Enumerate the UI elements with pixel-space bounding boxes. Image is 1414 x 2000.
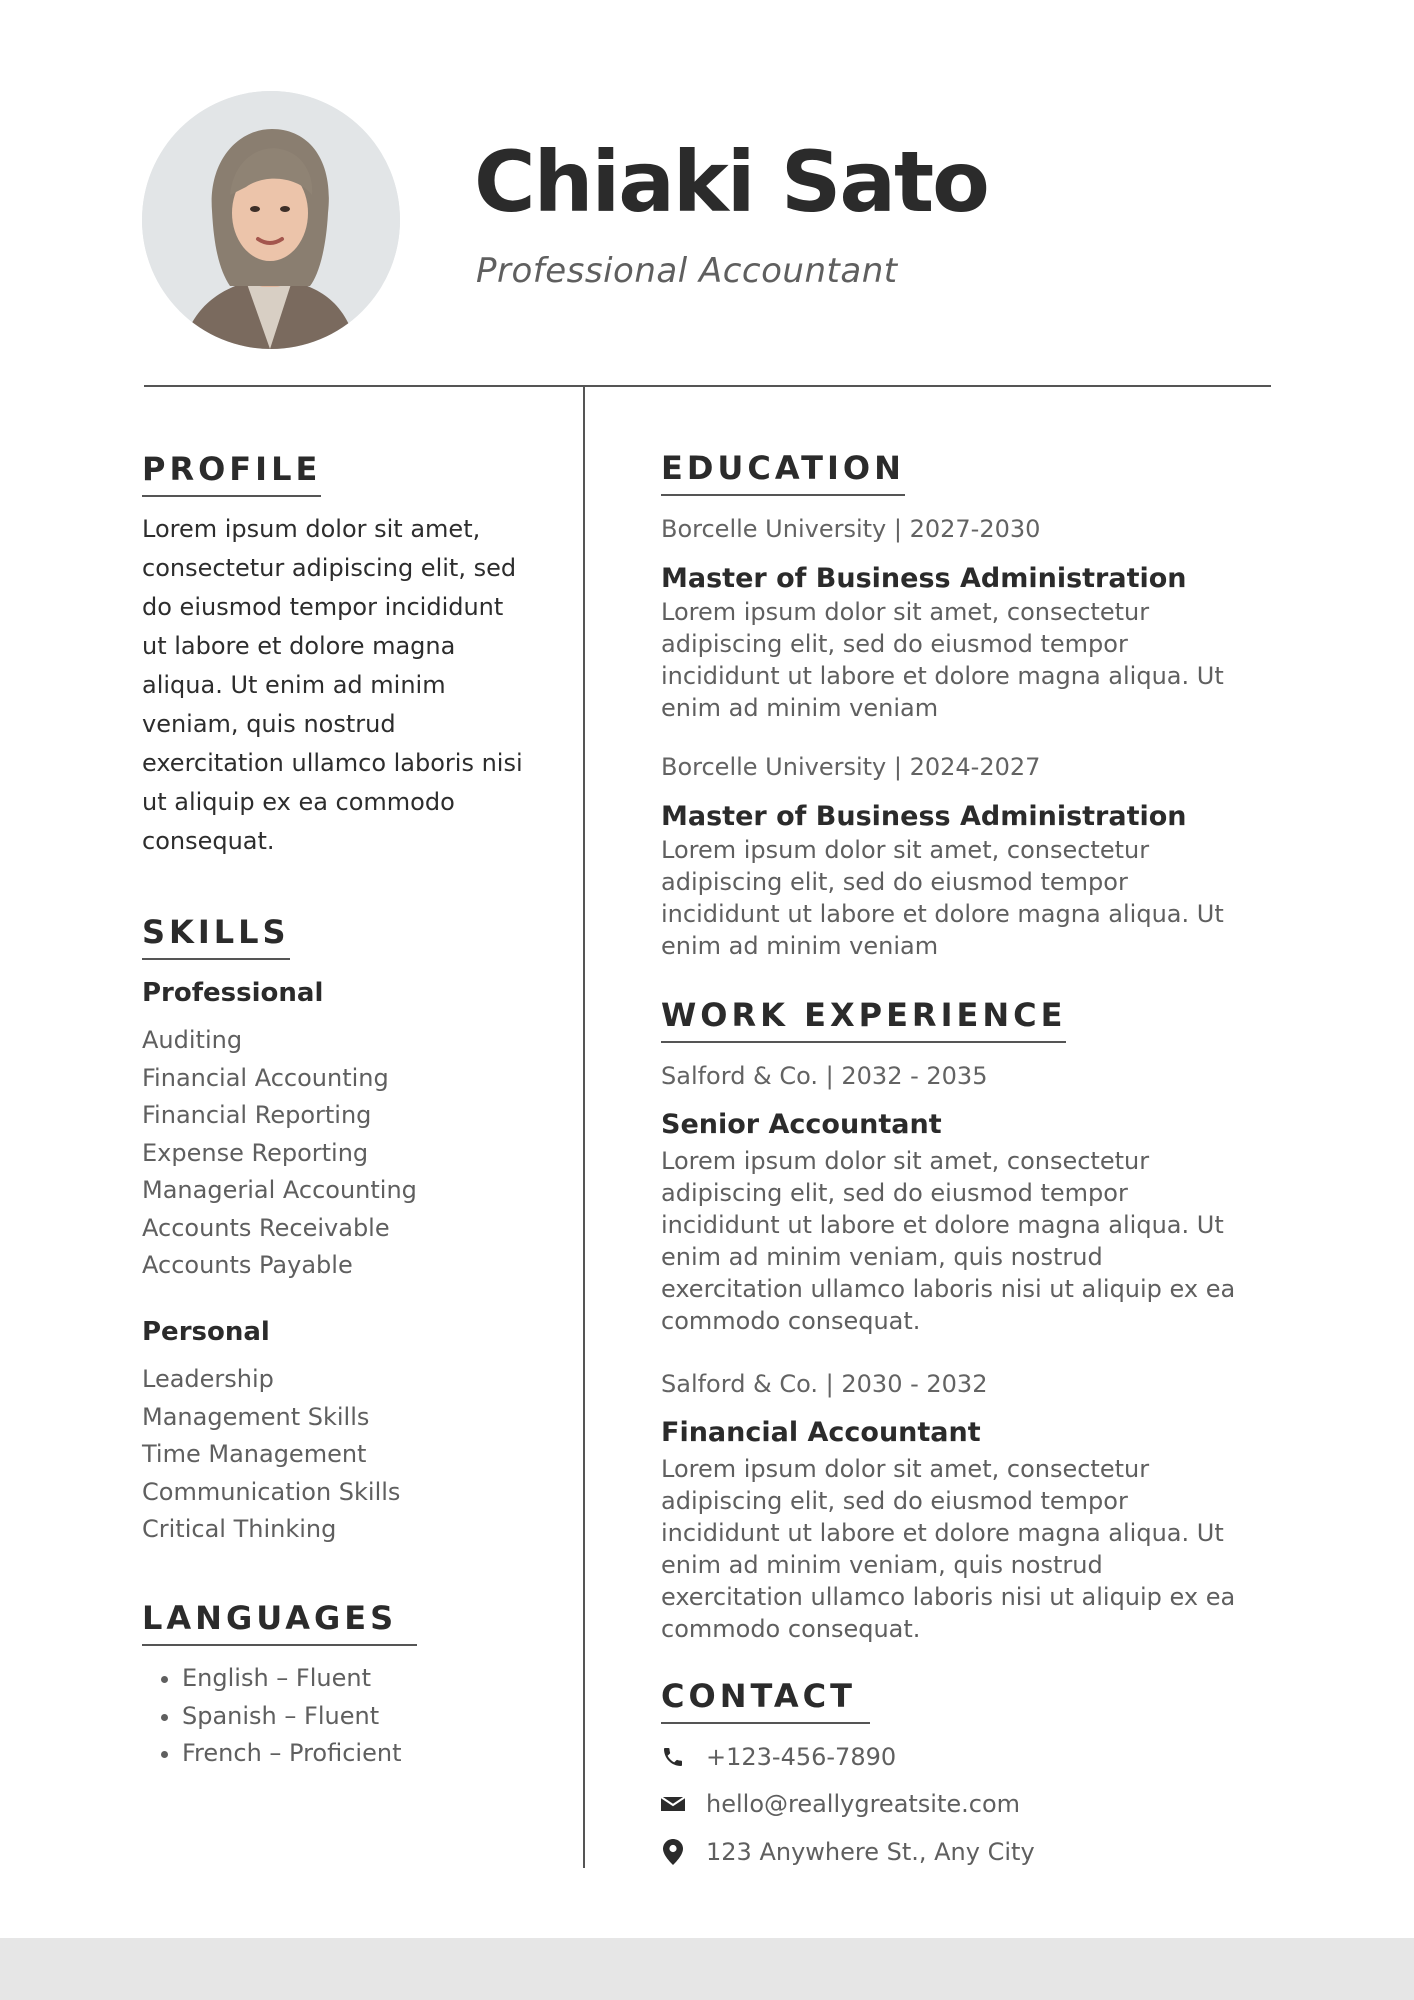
- profile-heading: PROFILE: [142, 453, 321, 497]
- contact-email[interactable]: [660, 1787, 1020, 1821]
- education-meta: Borcelle University | 2027-2030: [661, 515, 1041, 543]
- skill-item: Auditing: [142, 1026, 243, 1054]
- envelope-icon: [660, 1791, 686, 1817]
- street-address: 123 Anywhere St., Any City: [706, 1838, 1035, 1866]
- footer-band: [0, 1938, 1414, 2000]
- phone-icon: [660, 1744, 686, 1770]
- skill-item: Communication Skills: [142, 1477, 401, 1506]
- candidate-role: Professional Accountant: [476, 251, 898, 291]
- candidate-name: Chiaki Sato: [474, 133, 988, 231]
- education-description: Lorem ipsum dolor sit amet, consectetur adipiscing elit, sed do eiusmod tempor incididunt ut labore et dolore magna aliqua. Ut enim ad minim veniam: [661, 598, 1224, 722]
- skill-item: Financial Accounting: [142, 1063, 389, 1092]
- language-item: • Spanish – Fluent: [182, 1698, 401, 1736]
- professional-skills-label: Professional: [142, 978, 324, 1008]
- skill-item: Accounts Receivable: [142, 1213, 390, 1242]
- work-description: Lorem ipsum dolor sit amet, consectetur adipiscing elit, sed do eiusmod tempor incididunt ut labore et dolore magna aliqua. Ut enim ad minim veniam, quis nostrud exercitation ullamco laboris nisi ut aliquip ex ea commodo consequat.: [661, 1455, 1236, 1643]
- map-pin-icon: [660, 1839, 686, 1865]
- skill-item: Leadership: [142, 1365, 274, 1393]
- contact-address[interactable]: [660, 1835, 1035, 1869]
- skill-item: Managerial Accounting: [142, 1176, 417, 1204]
- phone-number: +123-456-7890: [706, 1743, 897, 1771]
- skill-item: Time Management: [142, 1440, 367, 1468]
- work-description: Lorem ipsum dolor sit amet, consectetur adipiscing elit, sed do eiusmod tempor incididunt ut labore et dolore magna aliqua. Ut enim ad minim veniam, quis nostrud exercitation ullamco laboris nisi ut aliquip ex ea commodo consequat.: [661, 1147, 1236, 1335]
- skill-item: Critical Thinking: [142, 1515, 337, 1543]
- personal-skills-label: Personal: [142, 1317, 270, 1347]
- professional-skills-list: [142, 1022, 417, 1285]
- skill-item: Financial Reporting: [142, 1101, 372, 1129]
- language-item: • French – Proficient: [182, 1735, 401, 1773]
- profile-text: Lorem ipsum dolor sit amet, consectetur adipiscing elit, sed do eiusmod tempor incididunt ut labore et dolore magna aliqua. Ut enim ad minim veniam, quis nostrud exercitation ullamco laboris nisi ut aliquip ex ea commodo consequat.: [142, 515, 523, 855]
- languages-heading: LANGUAGES: [142, 1602, 417, 1646]
- skill-item: Management Skills: [142, 1402, 370, 1431]
- contact-phone[interactable]: [660, 1740, 896, 1774]
- work-meta: Salford & Co. | 2032 - 2035: [661, 1062, 988, 1090]
- skill-item: Accounts Payable: [142, 1251, 353, 1279]
- languages-list: [142, 1660, 401, 1773]
- work-title: Financial Accountant: [661, 1417, 981, 1448]
- work-meta: Salford & Co. | 2030 - 2032: [661, 1370, 988, 1398]
- contact-heading: CONTACT: [661, 1680, 870, 1724]
- work-experience-heading: WORK EXPERIENCE: [661, 999, 1066, 1043]
- education-degree: Master of Business Administration: [661, 563, 1187, 594]
- education-description: Lorem ipsum dolor sit amet, consectetur adipiscing elit, sed do eiusmod tempor incididunt ut labore et dolore magna aliqua. Ut enim ad minim veniam: [661, 836, 1224, 960]
- profile-photo: [142, 91, 400, 349]
- work-title: Senior Accountant: [661, 1109, 942, 1140]
- language-item: • English – Fluent: [182, 1660, 401, 1698]
- education-heading: EDUCATION: [661, 452, 905, 496]
- skill-item: Expense Reporting: [142, 1138, 369, 1167]
- education-meta: Borcelle University | 2024-2027: [661, 753, 1041, 781]
- header-divider: [144, 385, 1271, 387]
- education-degree: Master of Business Administration: [661, 801, 1187, 832]
- email-address: hello@reallygreatsite.com: [706, 1790, 1021, 1818]
- personal-skills-list: [142, 1361, 400, 1549]
- skills-heading: SKILLS: [142, 916, 290, 960]
- column-divider: [583, 386, 585, 1868]
